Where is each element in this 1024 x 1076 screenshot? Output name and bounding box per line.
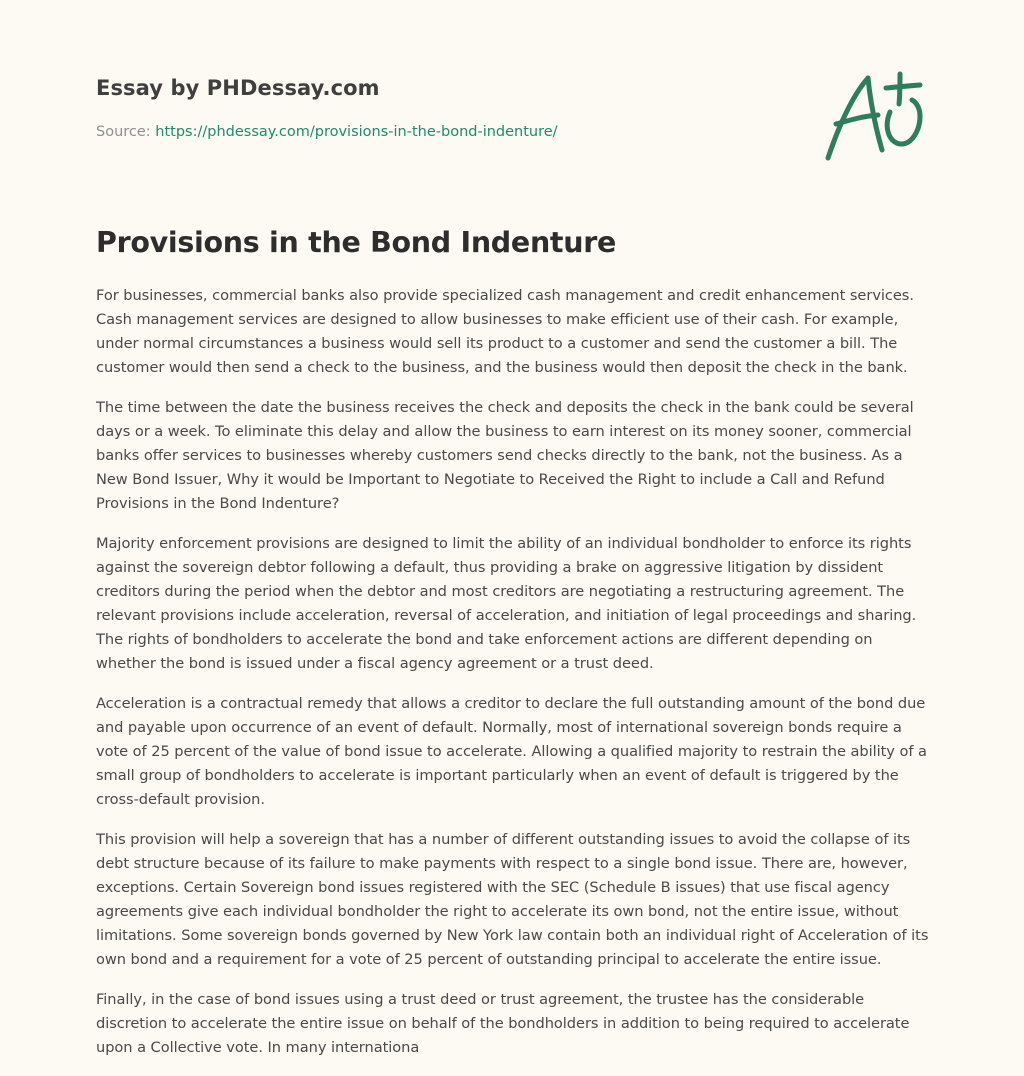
essay-paragraph: This provision will help a sovereign that has a number of different outstanding issues to avoid the collapse of its debt structure because of its failure to make payments with respect to a single bond issue. There are, however, exceptions. Certain Sovereign bond issues registered with the SEC (Schedule B issues) that use fiscal agency agreements give each individual bondholder the right to accelerate its own bond, not the entire issue, without limitations. Some sovereign bonds governed by New York law contain both an individual right of Acceleration of its own bond and a requirement for a vote of 25 percent of outstanding principal to accelerate the entire issue. xyxy=(96,831,929,968)
essay-title: Provisions in the Bond Indenture xyxy=(96,226,617,259)
essay-paragraph: Finally, in the case of bond issues using a trust deed or trust agreement, the trustee has the considerable discretion to accelerate the entire issue on behalf of the bondholders in addition to being required to accelerate upon a Collective vote. In many internationa xyxy=(96,991,910,1056)
source-link[interactable]: https://phdessay.com/provisions-in-the-bond-indenture/ xyxy=(155,124,558,140)
site-title: Essay by PHDessay.com xyxy=(96,76,380,100)
essay-paragraph: Acceleration is a contractual remedy that allows a creditor to declare the full outstanding amount of the bond due and payable upon occurrence of an event of default. Normally, most of international sovereign bonds require a vote of 25 percent of the value of bond issue to accelerate. Allowing a qualified majority to restrain the ability of a small group of bondholders to accelerate is important particularly when an event of default is triggered by the cross-default provision. xyxy=(96,695,927,808)
essay-paragraph: The time between the date the business receives the check and deposits the check in the bank could be several days or a week. To eliminate this delay and allow the business to earn interest on its money sooner, commercial banks offer services to businesses whereby customers send checks directly to the bank, not the business. As a New Bond Issuer, Why it would be Important to Negotiate to Received the Right to include a Call and Refund Provisions in the Bond Indenture? xyxy=(96,399,914,512)
essay-paragraph: For businesses, commercial banks also provide specialized cash management and credit enhancement services. Cash management services are designed to allow businesses to make efficient use of their cash. For example, under normal circumstances a business would sell its product to a customer and send the customer a bill. The customer would then send a check to the business, and the business would then deposit the check in the bank. xyxy=(96,287,914,376)
essay-paragraph: Majority enforcement provisions are designed to limit the ability of an individual bondholder to enforce its rights against the sovereign debtor following a default, thus providing a brake on aggressive litigation by dissident creditors during the period when the debtor and most creditors are negotiating a restructuring agreement. The relevant provisions include acceleration, reversal of acceleration, and initiation of legal proceedings and sharing. The rights of bondholders to accelerate the bond and take enforcement actions are different depending on whether the bond is issued under a fiscal agency agreement or a trust deed. xyxy=(96,535,917,672)
essay-body xyxy=(96,284,930,1076)
source-line xyxy=(96,124,558,140)
source-label: Source: xyxy=(96,124,156,140)
a-plus-logo-icon xyxy=(820,66,930,166)
page-header xyxy=(96,0,928,200)
